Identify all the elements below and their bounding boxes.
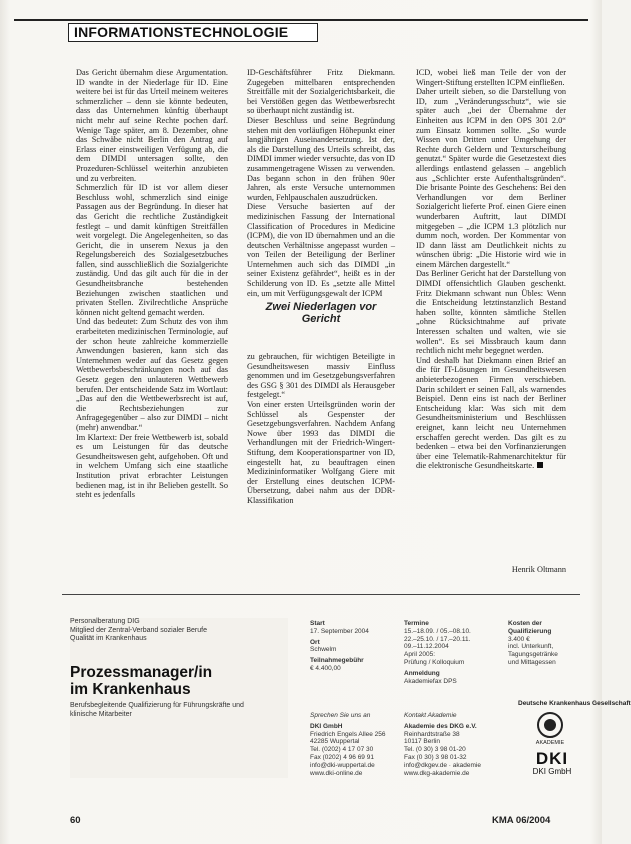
ad-description: Berufsbegleitende Qualifizierung für Führungskräfte und klinische Mitarbeiter — [70, 702, 244, 718]
ad-value: Tagungsgetränke — [508, 651, 558, 659]
ad-value: € 4.400,00 — [310, 664, 341, 672]
ad-value: www.dkg-akademie.de — [404, 769, 470, 777]
ad-label: Anmeldung — [404, 669, 440, 677]
akademie-emblem-icon — [537, 712, 563, 738]
end-of-article-mark — [537, 462, 543, 468]
ad-value: Tel. (0202) 4 17 07 30 — [310, 746, 374, 754]
ad-value: Akademie des DKG e.V. — [404, 722, 477, 730]
paragraph: ID-Geschäftsführer Fritz Diekmann. Zugegeben mittelbaren entsprechenden Streitfälle mit der Sozialgerichtsbarkeit, die bei Verstößen gegen das Wettbewerbsrecht so überhaupt nicht zuständig ist. — [247, 68, 395, 116]
paragraph-text: Und deshalb hat Diekmann einen Brief an die für IT-Lösungen im Gesundheitswesen anbieterbezogenen Firmen verschieben. Darin schildert er seinen Fall, als warnendes Beispiel. Denn eins ist nach der Berliner Entscheidung klar: Was sich mit dem Gesundheitsministerium und Beschlüssen ereignet, kann leicht neu Unternehmen erschaffen gerecht werden. Das gilt es zu bedenken – etwa bei den Vorfinanzierungen über eine Telematik-Rahmenarchitektur für die elektronische Gesundheitskarte. — [416, 355, 566, 471]
ad-title — [70, 664, 212, 698]
ad-label: Kosten der Qualifizierung — [508, 620, 552, 635]
ad-label: Start — [310, 620, 325, 627]
ad-label: Teilnahmegebühr — [310, 657, 364, 665]
akademie-logo-text: AKADEMIE — [535, 740, 565, 746]
ad-value: incl. Unterkunft, — [508, 643, 554, 651]
paragraph: Von einer ersten Urteilsgründen worin der Schlüssel als Gespenster der Gesetzgebungsverfahren. Nachdem Anfang Nowe über 1993 das DIMDI die Verhandlungen mit der Friedrich-Wingert-Stiftung, dem Kooperationspartner von ID, eingestellt hat, zu beauftragen einen Medizininformatiker Wolfgang Giere mit der Erstellung eines deutschen ICPM-Übersetzung, dabei nahm aus der DDR-Klassifikation — [247, 399, 395, 505]
ad-title-line: Prozessmanager/in — [70, 664, 213, 681]
journal-issue: KMA 06/2004 — [492, 815, 551, 826]
paragraph: Und das bedeutet: Zum Schutz des von ihm erarbeiteten medizinischen Terminologie, auf der schon heute zahlreiche kommerzielle Anwendungen basieren, kann sich das Unternehmen weder auf das Gesetz gegen Wettbewerbsbeschränkungen noch auf das Gesetz gegen den unlauteren Wettbewerb berufen. Der entscheidende Satz im Wortlaut: „Das auf den die Wettbewerbsrecht ist auf, die Rechtsbeziehungen zur Anfragegegenüber – also zur DIMDI – nicht (mehr) anwendbar.“ — [76, 317, 228, 432]
article-column-1 — [76, 68, 228, 580]
ad-value: Friedrich Engels Allee 256 — [310, 730, 386, 738]
article-column-2-bottom — [247, 352, 395, 580]
author-byline: Henrik Oltmann — [511, 565, 566, 574]
ad-value: 17. September 2004 — [310, 627, 369, 635]
ad-value: Reinhardtstraße 38 — [404, 730, 460, 738]
ad-contact-dki — [310, 712, 386, 777]
paragraph — [416, 356, 566, 471]
ad-intro-line: Qualität im Krankenhaus — [70, 635, 147, 642]
ad-value: 09.–11.12.2004 — [404, 643, 449, 651]
paragraph: Daher urteilt sieben, so die Darstellung von ID, zum „Veränderungsschutz“, wie sie später auch „bei der Übernahme der Einheiten aus ICPM in den OPS 301 2.0“ zum Einsatz kommen sollte. „So wurde Wissen von Dritten unter Umgehung der Rechte durch Geldern und Texturscheibung genutzt.“ Später wurde die Gesetzestext dies allerdings entlastend gelassen – angeblich aus „Schlichter erste Aufenthaltsgründen“. Die brisante Pointe des Geschehens: Bei den Verhandlungen vor dem Berliner Sozialgericht lieferte Prof. einen Giere einen wunderbaren Auftritt, laut DIMDI mitgegeben – „die ICPM 1.3 plötzlich nur dumm noch, worden. Der Kommentar von ID dann lässt am Deutlichkeit nichts zu wünschen übrig: „Die Historie wird wie in einem Märchen dargestellt.“ — [416, 87, 566, 269]
ad-costs-column — [508, 620, 578, 667]
ad-title-line: im Krankenhaus — [70, 681, 191, 698]
header-rule — [14, 19, 588, 21]
ad-value: 15.–18.09. / 05.–08.10. — [404, 627, 471, 635]
page-number: 60 — [70, 815, 81, 826]
akademie-logo — [522, 712, 578, 746]
ad-headline-block — [70, 618, 288, 778]
ad-dates-column — [310, 620, 369, 673]
article-column-3 — [416, 68, 566, 580]
paragraph: Diese Versuche basierten auf der medizinischen Fassung der International Classification of Procedures in Medicine (ICPM), die von ID übernahmen und an die deutschen Verhältnisse angepasst wurden – von Teilen der Beteiligung der Berliner Unternehmen auch sich das DIMDI „in seiner Existenz gefährdet“, heißt es in der Schilderung von ID. Es „setzte alle Mittel ein, um mit Verfügungsgewalt der ICPM — [247, 202, 395, 298]
ad-label: Ort — [310, 638, 320, 646]
ad-intro-line: Personalberatung DIG — [70, 618, 140, 625]
ad-contact-akademie — [404, 712, 481, 777]
ad-termine-column — [404, 620, 471, 685]
ad-value: Prüfung / Kolloquium — [404, 658, 465, 666]
ad-divider — [62, 594, 580, 595]
paragraph: Das Gericht übernahm diese Argumentation. ID wandte in der Niederlage für ID. Eine weitere bei ist für das Urteil meinem weiteres schmerzlicher – denn sie könnte bedeuten, dass das Unternehmen künftig überhaupt nicht mehr auf seine Rechte pochen darf. Wenige Tage später, am 8. Dezember, ohne das Schwäbe nicht Berlin den Antrag auf Erlass einer einstweiligen Verfügung ab, die dem DIMDI untersagen sollte, den Prozeduren-Schlüssel weiterhin anzubieten und zu verbreiten. — [76, 68, 228, 183]
dki-logo — [524, 750, 580, 776]
ad-value: info@dkgev.de · akademie — [404, 761, 481, 769]
ad-value: 42285 Wuppertal — [310, 738, 360, 746]
ad-value: und Mittagessen — [508, 658, 556, 666]
paragraph: Das Berliner Gericht hat der Darstellung von DIMDI offensichtlich Glauben geschenkt. Fritz Diekmann schwant nun Übles: Wenn die Entscheidung letztinstanzlich Bestand haben sollte, könnten sämtliche Stellen „ohne Rücksichtnahme auf private Interessen schalten und walten, wie sie wollen“. Es sei Missbrauch kaum dann rechtlich nicht mehr begegnet werden. — [416, 269, 566, 356]
paragraph: zu gebrauchen, für wichtigen Beteiligte in Gesundheitswesen massiv Einfluss genommen und im Gesetzgebungsverfahren des GSG § 301 des DIMDI als Herausgeber festgelegt.“ — [247, 352, 395, 400]
ad-value: 22.–25.10. / 17.–20.11. — [404, 635, 471, 643]
ad-value: 3.400 € — [508, 635, 530, 643]
dki-logo-subtitle: DKI GmbH — [532, 767, 572, 776]
section-title: INFORMATIONSTECHNOLOGIE — [74, 24, 289, 40]
ad-value: Schwelm — [310, 646, 337, 654]
paragraph: ICD, wobei ließ man Teile der von der Wingert-Stiftung erstellten ICPM einfließen. — [416, 68, 566, 87]
ad-value: DKI GmbH — [310, 722, 343, 730]
ad-value: April 2005: — [404, 651, 436, 659]
dki-logo-mark: DKI — [535, 749, 569, 768]
advertisement — [62, 600, 631, 782]
ad-value: Fax (0202) 4 96 69 91 — [310, 753, 374, 761]
ad-value: info@dki-wuppertal.de — [310, 761, 375, 769]
ad-intro-line: Mitglied der Zentral-Verband sozialer Berufe — [70, 626, 207, 634]
ad-label: Sprechen Sie uns an — [310, 712, 371, 719]
dkg-logo: Deutsche Krankenhaus Gesellschaft — [518, 700, 631, 707]
ad-value: Fax (0 30) 3 98 01-32 — [404, 753, 467, 761]
ad-value: Akademiefax DPS — [404, 677, 457, 685]
article-column-2-top — [247, 68, 395, 298]
ad-value: www.dki-online.de — [310, 769, 363, 777]
ad-value: 10117 Berlin — [404, 738, 441, 746]
ad-value: Tel. (0 30) 3 98 01-20 — [404, 746, 466, 754]
paragraph: Dieser Beschluss und seine Begründung stehen mit den vorläufigen Höhepunkt einer langjährigen Auseinandersetzung. Ist der, als die Darstellung des Urteils schreibt, das DIMDI immer wieder versuchte, das von ID zusammengetragene Wissen zu verwenden. Das begann schon in den frühen 90er Jahren, als erste Versuche unternommen wurden, Fehlpauschalen auszudrücken. — [247, 115, 395, 202]
paragraph: Im Klartext: Der freie Wettbewerb ist, sobald es um Leistungen für das deutsche Gesundheitswesen geht, aufgehoben. Oft und in welchem Umfang sich eine staatliche Institution privat erbrachter Leistungen bedienen mag, ist in ihr Belieben gestellt. So steht es jedenfalls — [76, 432, 228, 500]
ad-label: Termine — [404, 620, 429, 627]
article-subheading: Zwei Niederlagen vor Gericht — [265, 301, 377, 325]
paragraph: Schmerzlich für ID ist vor allem dieser Beschluss wohl, schmerzlich sind einige Passagen aus der Begründung. In dieser hat das Gericht die rechtliche Zuständigkeit festlegt – und damit künftigen Streitfällen weit vorgelegt. Die Angelegenheiten, so das Gericht, die in unserem Nexus ja den Regelungsbereich des Sozialgesetzbuches fallen, sind ausschließlich die Sozialgerichte zuständig. Und das gilt auch für die in der Gesundheitsbranche bestehenden Beziehungen zwischen staatlichen und privaten Stellen. Zivilrechtliche Ansprüche können nicht geltend gemacht werden. — [76, 183, 228, 317]
ad-label: Kontakt Akademie — [404, 712, 457, 719]
